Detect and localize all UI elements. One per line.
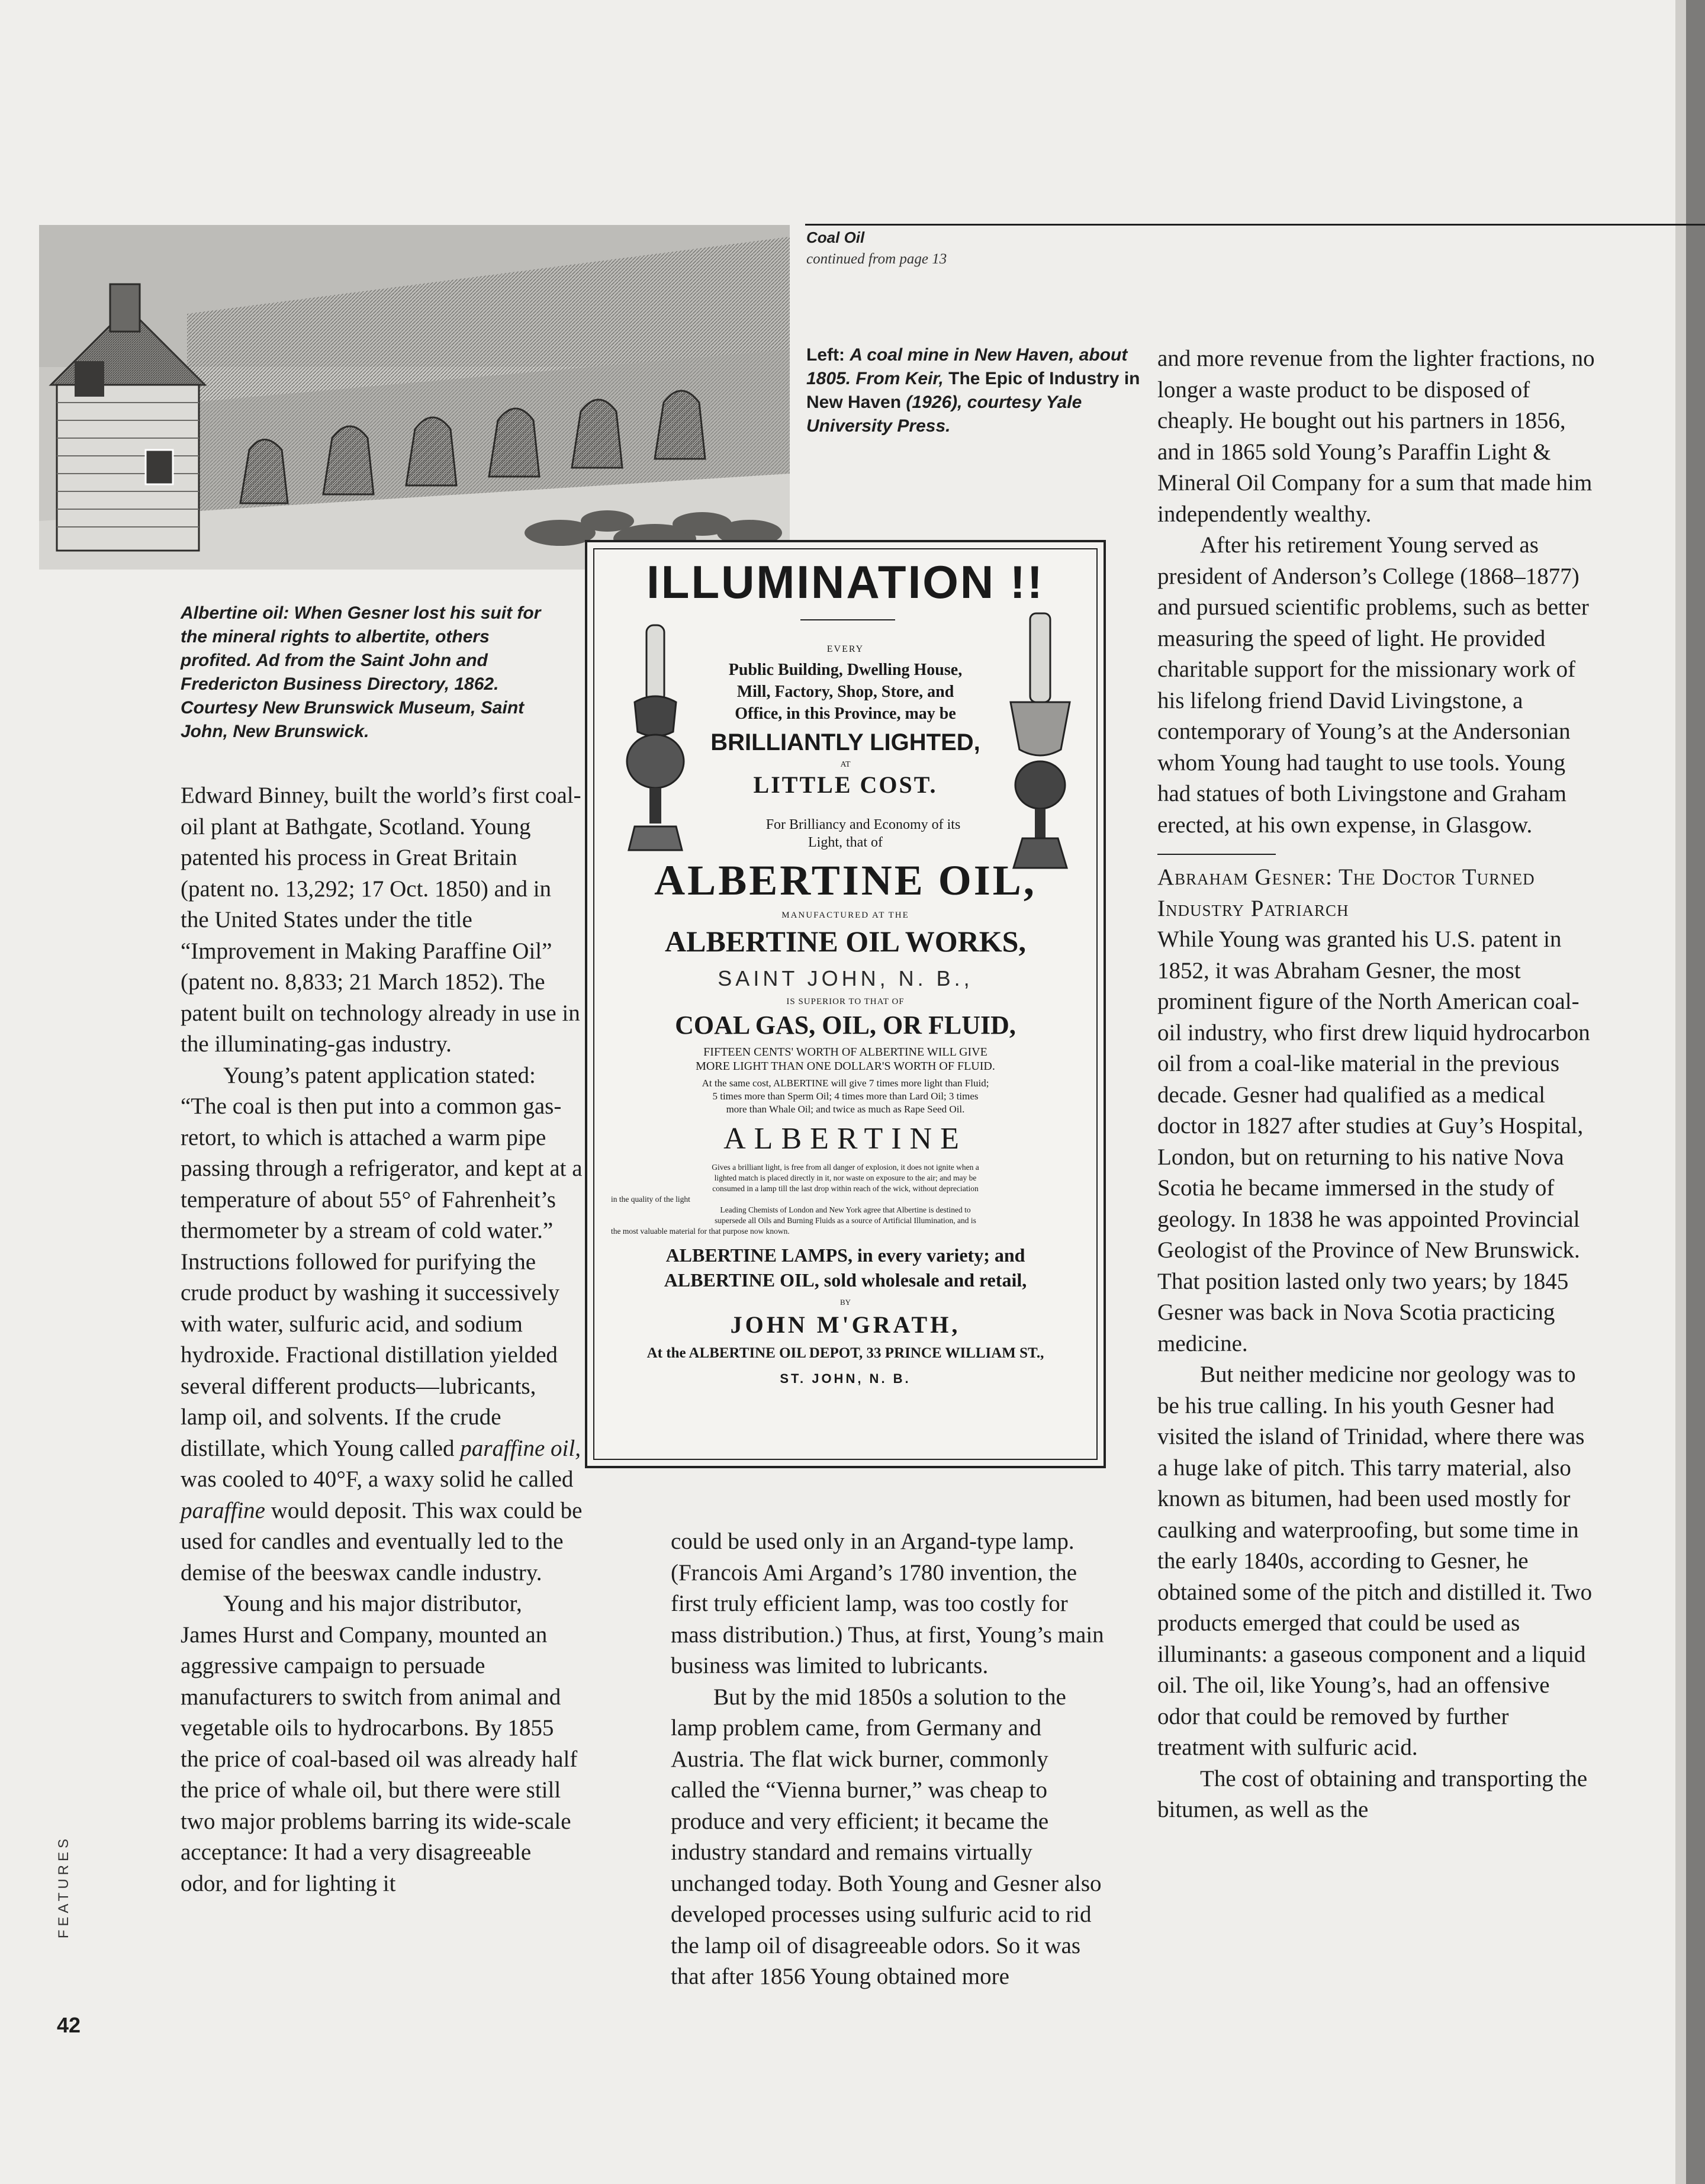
ad-leading-2: supersede all Oils and Burning Fluids as a source of Artificial Illumination, and is bbox=[715, 1216, 976, 1225]
paragraph: While Young was granted his U.S. patent in 1852, it was Abraham Gesner, the most prominent figure of the North American coal-oil industry, who first drew liquid hydrocarbon oil from a coal-like material in the previous decade. Gesner had qualified as a medical doctor in 1827 after studies at Guy’s Hospital, London, but on returning to his native Nova Scotia he became immersed in the study of geology. In 1838 he was appointed Provincial Geologist of the Province of New Brunswick. That position lasted only two years; by 1845 Gesner was back in Nova Scotia practicing medicine. bbox=[1157, 927, 1590, 1356]
paragraph: could be used only in an Argand-type lamp. (Francois Ami Argand’s 1780 invention, the first truly efficient lamp, was too costly for mass distribution.) Thus, at first, Young’s main business was limited to lubricants. bbox=[671, 1529, 1104, 1678]
ad-wholesale: ALBERTINE OIL, sold wholesale and retail, bbox=[664, 1269, 1027, 1291]
ad-line-2: Mill, Factory, Shop, Store, and bbox=[736, 683, 954, 701]
ad-rule bbox=[800, 619, 895, 620]
paragraph: But neither medicine nor geology was to be his true calling. In his youth Gesner had visited the island of Trinidad, where there was a huge lake of pitch. This tarry material, also known as bitumen, had been used mostly for caulking and waterproofing, but some time in the early 1840s, according to Gesner, he obtained some of the pitch and distilled it. Two products emerged that could be used as illuminants: a gaseous component and a liquid oil. The oil, like Young’s, had an offensive odor that could be removed by further treatment with sulfuric acid. bbox=[1157, 1362, 1593, 1760]
body-column-2 bbox=[671, 1526, 1109, 1993]
section-rule bbox=[805, 224, 1705, 226]
ad-superior: IS SUPERIOR TO THAT OF bbox=[786, 997, 905, 1006]
paragraph: Young’s patent application stated: “The coal is then put into a common gas-retort, to which is attached a warm pipe passing through a refrigerator, and kept at a temperature of about 55° of Fahrenheit’s thermometer by a stream of cold water.” Instructions followed for purifying the crude product by washing it successively with water, sulfuric acid, and sodium hydroxide. Fractional distillation yielded several different products—lubricants, lamp oil, and solvents. If the crude distillate, which Young called paraffine oil, was cooled to 40°F, a waxy solid he called paraffine would deposit. This wax could be used for candles and eventually led to the demise of the beeswax candle industry. bbox=[181, 1062, 583, 1585]
ad-gives-2: lighted match is placed directly in it, nor waste on exposure to the air; and may be bbox=[714, 1173, 977, 1182]
features-margin-label: FEATURES bbox=[56, 1835, 72, 1939]
subhead-rule bbox=[1157, 854, 1276, 855]
ad-fifteen-2: MORE LIGHT THAN ONE DOLLAR'S WORTH OF FLUID. bbox=[696, 1060, 995, 1073]
paragraph: Edward Binney, built the world’s first coal-oil plant at Bathgate, Scotland. Young patented his process in Great Britain (patent no. 13,292; 17 Oct. 1850) and in the United States under the title “Improvement in Making Paraffine Oil” (patent no. 8,833; 21 March 1852). The patent built on technology already in use in the illuminating-gas industry. bbox=[181, 783, 581, 1057]
page-edge bbox=[1686, 0, 1705, 2184]
paragraph: But by the mid 1850s a solution to the lamp problem came, from Germany and Austria. The flat wick burner, commonly called the “Vienna burner,” was cheap to produce and very efficient; it became the industry standard and remains virtually unchanged today. Both Young and Gesner also developed processes using sulfuric acid to rid the lamp oil of disagreeable odors. So it was that after 1856 Young obtained more bbox=[671, 1684, 1102, 1989]
ad-depot: At the ALBERTINE OIL DEPOT, 33 PRINCE WILLIAM ST., bbox=[646, 1345, 1044, 1361]
ad-same-cost-2: 5 times more than Sperm Oil; 4 times more than Lard Oil; 3 times bbox=[712, 1091, 979, 1102]
ad-leading-3: the most valuable material for that purpose now known. bbox=[611, 1227, 790, 1236]
ad-gives-4: in the quality of the light bbox=[611, 1195, 690, 1204]
page-edge-shadow bbox=[1675, 0, 1686, 2184]
ad-st-john: ST. JOHN, N. B. bbox=[780, 1371, 911, 1386]
ad-albertine-heading: ALBERTINE bbox=[723, 1122, 967, 1156]
ad-mcgrath: JOHN M'GRATH, bbox=[730, 1311, 961, 1338]
section-subheading: Abraham Gesner: The Doctor Turned Industry Patriarch bbox=[1157, 864, 1535, 921]
ad-every: EVERY bbox=[826, 644, 864, 654]
ad-manufactured: MANUFACTURED AT THE bbox=[781, 911, 909, 920]
ad-coal-gas: COAL GAS, OIL, OR FLUID, bbox=[675, 1011, 1016, 1040]
ad-little-cost: LITTLE COST. bbox=[753, 771, 938, 798]
page-number: 42 bbox=[57, 2013, 81, 2037]
ad-same-cost-1: At the same cost, ALBERTINE will give 7 times more light than Fluid; bbox=[702, 1077, 989, 1089]
ad-at: AT bbox=[840, 760, 851, 769]
ad-brilliantly: BRILLIANTLY LIGHTED, bbox=[710, 729, 980, 755]
ad-works: ALBERTINE OIL WORKS, bbox=[664, 925, 1026, 958]
paragraph: After his retirement Young served as president of Anderson’s College (1868–1877) and pursued scientific problems, such as better measuring the speed of light. He provided charitable support for the missionary work of his lifelong friend David Livingstone, a contemporary of Young’s at the Andersonian whom Young had taught to use tools. Young had statues of both Livingstone and Graham erected, at his own expense, in Glasgow. bbox=[1157, 532, 1589, 838]
body-column-3 bbox=[1157, 343, 1595, 1826]
ad-same-cost-3: more than Whale Oil; and twice as much as Rape Seed Oil. bbox=[726, 1104, 965, 1115]
ad-light-that-of: Light, that of bbox=[808, 835, 883, 850]
ad-lamps: ALBERTINE LAMPS, in every variety; and bbox=[665, 1244, 1025, 1266]
albertine-oil-advertisement bbox=[585, 540, 1106, 1468]
section-title: Coal Oil bbox=[806, 229, 865, 246]
coal-mine-engraving bbox=[39, 225, 790, 570]
body-column-1 bbox=[181, 780, 583, 1899]
paragraph: and more revenue from the lighter fractions, no longer a waste product to be disposed of cheaply. He bought out his partners in 1856, and in 1865 sold Young’s Paraffin Light & Mineral Oil Company for a sum that made him independently wealthy. bbox=[1157, 346, 1595, 527]
ad-headline: ILLUMINATION !! bbox=[646, 556, 1044, 608]
ad-line-3: Office, in this Province, may be bbox=[735, 705, 956, 723]
ad-for-brilliancy: For Brilliancy and Economy of its bbox=[765, 817, 961, 832]
mine-caption: Left: A coal mine in New Haven, about 1805. From Keir, The Epic of Industry in New Haven (1926), courtesy Yale University Press. bbox=[806, 345, 1140, 436]
ad-fifteen-1: FIFTEEN CENTS' WORTH OF ALBERTINE WILL GIVE bbox=[703, 1046, 987, 1059]
ad-by: BY bbox=[839, 1298, 851, 1307]
paragraph: The cost of obtaining and transporting the bitumen, as well as the bbox=[1157, 1765, 1588, 1822]
continued-note: continued from page 13 bbox=[806, 251, 947, 267]
ad-line-1: Public Building, Dwelling House, bbox=[728, 661, 963, 679]
ad-albertine-oil: ALBERTINE OIL, bbox=[654, 857, 1037, 904]
ad-leading-1: Leading Chemists of London and New York agree that Albertine is destined to bbox=[720, 1205, 971, 1214]
albertine-caption: Albertine oil: When Gesner lost his suit for the mineral rights to albertite, others profited. Ad from the Saint John and Fredericton Business Directory, 1862. Courtesy New Brunswick Museum, Saint John, New Brunswick. bbox=[181, 603, 541, 741]
ad-gives-3: consumed in a lamp till the last drop within reach of the wick, without depreciation bbox=[712, 1184, 979, 1193]
ad-gives-1: Gives a brilliant light, is free from all danger of explosion, it does not ignite when a bbox=[712, 1163, 979, 1172]
paragraph: Young and his major distributor, James Hurst and Company, mounted an aggressive campaign to persuade manufacturers to switch from animal and vegetable oils to hydrocarbons. By 1855 the price of coal-based oil was already half the price of whale oil, but there were still two major problems barring its wide-scale acceptance: It had a very disagreeable odor, and for lighting it bbox=[181, 1591, 578, 1896]
ad-saint-john: SAINT JOHN, N. B., bbox=[718, 966, 973, 990]
